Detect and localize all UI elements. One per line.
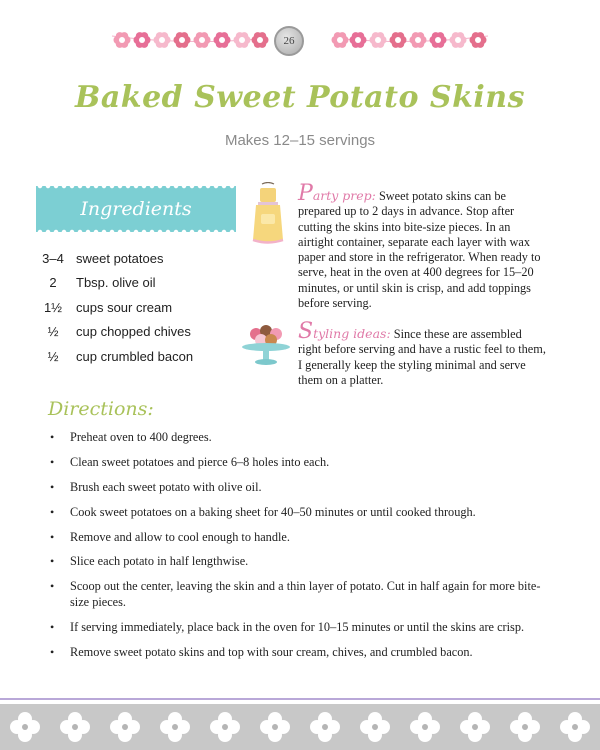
- direction-step: • Slice each potato in half lengthwise.: [50, 554, 550, 570]
- party-prep-lead: arty prep:: [312, 188, 376, 203]
- ingredients-banner: [36, 186, 236, 232]
- garland-flower-icon: [134, 32, 151, 48]
- ingredient-qty: 2: [49, 275, 57, 291]
- garland-flower-icon: [174, 32, 191, 48]
- garland-flower-icon: [214, 32, 231, 48]
- ingredient-row: [30, 344, 250, 369]
- ingredient-row: [30, 320, 250, 345]
- styling-ideas-text: Since these are assembled right before serving and have a rustic feel to them, I generally keep the styling minimal and serve them on a platter.: [298, 327, 546, 387]
- servings-text: Makes 12–15 servings: [224, 132, 376, 149]
- ingredient-qty: 3–4: [42, 250, 64, 266]
- ingredient-text: sweet potatoes: [76, 250, 164, 266]
- garland-flower-icon: [194, 32, 211, 48]
- direction-step: • If serving immediately, place back in the oven for 10–15 minutes or until the skins are crisp.: [50, 620, 550, 636]
- party-prep-initial: P: [298, 181, 313, 206]
- ingredient-row: [30, 271, 250, 296]
- direction-step: • Cook sweet potatoes on a baking sheet for 40–50 minutes or until cooked through.: [50, 505, 550, 521]
- footer-divider: [0, 698, 600, 700]
- ingredient-text: cup chopped chives: [76, 324, 191, 340]
- garland-flower-icon: [470, 32, 487, 48]
- directions-list: [50, 430, 550, 670]
- direction-step: • Remove sweet potato skins and top with sour cream, chives, and crumbled bacon.: [50, 645, 550, 661]
- garland-flower-icon: [450, 32, 467, 48]
- quatrefoil-pattern: [0, 704, 600, 750]
- ingredient-row: [30, 246, 250, 271]
- party-prep-tip: [298, 181, 548, 311]
- garland-flower-icon: [154, 32, 171, 48]
- garland-flower-icon: [332, 32, 349, 48]
- ingredients-list: [30, 246, 250, 369]
- recipe-title: Baked Sweet Potato Skins: [75, 80, 525, 115]
- garland-flower-icon: [114, 32, 131, 48]
- garland-flower-icon: [350, 32, 367, 48]
- direction-step: • Preheat oven to 400 degrees.: [50, 430, 550, 446]
- ingredient-qty: ½: [47, 348, 59, 364]
- direction-step: • Clean sweet potatoes and pierce 6–8 holes into each.: [50, 455, 550, 471]
- garland-flower-icon: [252, 32, 269, 48]
- garland-flower-icon: [390, 32, 407, 48]
- styling-ideas-tip: [298, 319, 548, 388]
- party-prep-text: Sweet potato skins can be prepared up to 2 days in advance. Stop after cutting the skins into bite-size pieces. In an airtight container, separate each layer with wax paper and store in the refrigerator. When ready to serve, heat in the oven at 400 degrees for 15–20 minutes, or until skin is crisp, and add toppings before serving.: [298, 189, 541, 311]
- ingredient-qty: ½: [47, 324, 59, 340]
- garland-flower-icon: [370, 32, 387, 48]
- direction-step: • Scoop out the center, leaving the skin and a thin layer of potato. Cut in half again for more bite-size pieces.: [50, 579, 550, 610]
- garland-flower-icon: [430, 32, 447, 48]
- styling-ideas-lead: tyling ideas:: [313, 326, 391, 341]
- apron-icon: [250, 182, 286, 246]
- ingredient-row: [30, 295, 250, 320]
- ingredient-text: cup crumbled bacon: [76, 348, 194, 364]
- cake-stand-icon: [240, 322, 292, 366]
- ingredient-text: cups sour cream: [76, 299, 173, 315]
- direction-step: • Brush each sweet potato with olive oil.: [50, 480, 550, 496]
- ingredient-qty: 1½: [43, 299, 63, 315]
- styling-ideas-initial: S: [298, 319, 314, 344]
- directions-heading: Directions:: [48, 398, 154, 420]
- direction-step: • Remove and allow to cool enough to handle.: [50, 530, 550, 546]
- garland-flower-icon: [410, 32, 427, 48]
- garland-flower-icon: [234, 32, 251, 48]
- ingredient-text: Tbsp. olive oil: [76, 275, 156, 291]
- page-number: 26: [274, 26, 304, 56]
- ingredients-heading: Ingredients: [80, 198, 192, 220]
